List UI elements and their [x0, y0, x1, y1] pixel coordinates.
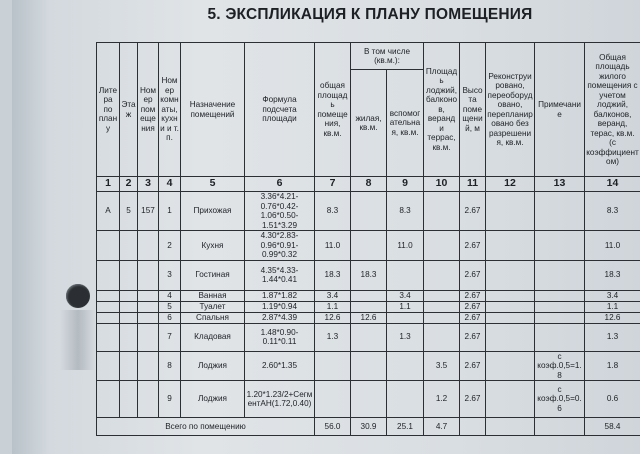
- cell-naznachenie: Лоджия: [181, 351, 245, 381]
- cell-obshchaya: 1.3: [315, 323, 351, 351]
- cell-nomer: [138, 290, 159, 301]
- cell-obshchaya: 18.3: [315, 260, 351, 290]
- cell-vspom: 3.4: [387, 290, 424, 301]
- table-row: [97, 260, 640, 290]
- cell-vysota: 2.67: [460, 231, 486, 261]
- cell-nomer: [138, 351, 159, 381]
- cell-naznachenie: Кладовая: [181, 323, 245, 351]
- header-vysota: Высота помещений, м: [460, 43, 486, 177]
- column-number: 3: [138, 177, 159, 192]
- cell-formula: 1.20*1.23/2+СегментАН(1.72,0.40): [245, 381, 315, 418]
- total-vspom: 25.1: [387, 418, 424, 436]
- cell-litera: [97, 301, 120, 312]
- column-number: 11: [460, 177, 486, 192]
- cell-nomer: [138, 231, 159, 261]
- cell-vspom: 1.1: [387, 301, 424, 312]
- cell-naznachenie: Гостиная: [181, 260, 245, 290]
- total-empty: [535, 418, 585, 436]
- cell-komnata: 9: [159, 381, 181, 418]
- explication-table: [96, 42, 640, 436]
- cell-vysota: 2.67: [460, 381, 486, 418]
- cell-lodzh: 1.2: [424, 381, 460, 418]
- cell-lodzh: [424, 301, 460, 312]
- cell-obshchaya: 12.6: [315, 312, 351, 323]
- header-obshchaya-s-lodzh: Общая площадь жилого помещения с учетом лоджий, балконов, веранд, терас, кв.м. (с коэффициентом): [585, 43, 640, 177]
- binder-shadow: [60, 310, 96, 370]
- column-number: 4: [159, 177, 181, 192]
- cell-etazh: [120, 231, 138, 261]
- cell-vspom: 8.3: [387, 192, 424, 231]
- cell-komnata: 5: [159, 301, 181, 312]
- cell-vysota: 2.67: [460, 290, 486, 301]
- header-vspomogatelnaya: вспомогательная, кв.м.: [387, 70, 424, 177]
- cell-obshchaya: 3.4: [315, 290, 351, 301]
- cell-naznachenie: Прихожая: [181, 192, 245, 231]
- cell-rekonstr: [486, 260, 535, 290]
- cell-primechanie: [535, 323, 585, 351]
- header-obshchaya: общая площадь помещения, кв.м.: [315, 43, 351, 177]
- cell-vysota: 2.67: [460, 192, 486, 231]
- cell-litera: [97, 351, 120, 381]
- cell-zhilaya: [351, 381, 387, 418]
- header-formula: Формула подсчета площади: [245, 43, 315, 177]
- column-number-row: [97, 177, 640, 192]
- cell-etazh: [120, 381, 138, 418]
- cell-itog: 3.4: [585, 290, 640, 301]
- header-lodzhii: Площадь лоджий, балконов, веранд и террас, кв.м.: [424, 43, 460, 177]
- cell-primechanie: [535, 260, 585, 290]
- column-number: 12: [486, 177, 535, 192]
- cell-vspom: [387, 260, 424, 290]
- cell-komnata: 8: [159, 351, 181, 381]
- cell-obshchaya: [315, 351, 351, 381]
- cell-zhilaya: [351, 301, 387, 312]
- cell-formula: 3.36*4.21-0.76*0.42-1.06*0.50-1.51*3.29: [245, 192, 315, 231]
- cell-komnata: 7: [159, 323, 181, 351]
- cell-litera: [97, 323, 120, 351]
- cell-primechanie: [535, 301, 585, 312]
- cell-naznachenie: Лоджия: [181, 381, 245, 418]
- total-zhilaya: 30.9: [351, 418, 387, 436]
- cell-nomer: [138, 381, 159, 418]
- cell-lodzh: [424, 192, 460, 231]
- cell-litera: [97, 260, 120, 290]
- cell-lodzh: [424, 323, 460, 351]
- cell-etazh: [120, 260, 138, 290]
- table-row: [97, 301, 640, 312]
- cell-rekonstr: [486, 231, 535, 261]
- cell-lodzh: [424, 231, 460, 261]
- cell-naznachenie: Туалет: [181, 301, 245, 312]
- cell-obshchaya: [315, 381, 351, 418]
- cell-itog: 8.3: [585, 192, 640, 231]
- table-row: [97, 381, 640, 418]
- cell-vspom: [387, 381, 424, 418]
- cell-komnata: 2: [159, 231, 181, 261]
- total-empty: [486, 418, 535, 436]
- column-number: 6: [245, 177, 315, 192]
- cell-rekonstr: [486, 192, 535, 231]
- cell-komnata: 6: [159, 312, 181, 323]
- header-primechanie: Примечание: [535, 43, 585, 177]
- cell-etazh: [120, 351, 138, 381]
- cell-rekonstr: [486, 381, 535, 418]
- total-itog: 58.4: [585, 418, 640, 436]
- cell-naznachenie: Кухня: [181, 231, 245, 261]
- cell-naznachenie: Ванная: [181, 290, 245, 301]
- total-empty: [460, 418, 486, 436]
- cell-nomer: 157: [138, 192, 159, 231]
- header-v-tom-chisle: В том числе (кв.м.):: [351, 43, 424, 70]
- cell-itog: 1.8: [585, 351, 640, 381]
- header-zhilaya: жилая, кв.м.: [351, 70, 387, 177]
- column-number: 13: [535, 177, 585, 192]
- cell-vspom: 11.0: [387, 231, 424, 261]
- cell-litera: А: [97, 192, 120, 231]
- header-litera: Литера по плану: [97, 43, 120, 177]
- cell-vspom: [387, 351, 424, 381]
- total-label: Всего по помещению: [97, 418, 315, 436]
- cell-komnata: 4: [159, 290, 181, 301]
- cell-formula: 2.87*4.39: [245, 312, 315, 323]
- cell-formula: 1.19*0.94: [245, 301, 315, 312]
- cell-etazh: [120, 301, 138, 312]
- cell-primechanie: с коэф.0,5=0.6: [535, 381, 585, 418]
- total-lodzh: 4.7: [424, 418, 460, 436]
- cell-zhilaya: [351, 192, 387, 231]
- cell-litera: [97, 312, 120, 323]
- cell-rekonstr: [486, 312, 535, 323]
- cell-rekonstr: [486, 301, 535, 312]
- total-row: [97, 418, 640, 436]
- column-number: 7: [315, 177, 351, 192]
- cell-vysota: 2.67: [460, 260, 486, 290]
- binder-hole: [66, 284, 90, 308]
- cell-komnata: 3: [159, 260, 181, 290]
- cell-formula: 2.60*1.35: [245, 351, 315, 381]
- cell-zhilaya: 12.6: [351, 312, 387, 323]
- cell-vspom: 1.3: [387, 323, 424, 351]
- page-title: 5. ЭКСПЛИКАЦИЯ К ПЛАНУ ПОМЕЩЕНИЯ: [207, 6, 533, 23]
- cell-vysota: 2.67: [460, 301, 486, 312]
- cell-primechanie: [535, 192, 585, 231]
- column-number: 8: [351, 177, 387, 192]
- table-row: [97, 231, 640, 261]
- header-naznachenie: Назначение помещений: [181, 43, 245, 177]
- cell-itog: 12.6: [585, 312, 640, 323]
- cell-vysota: 2.67: [460, 351, 486, 381]
- table-row: [97, 312, 640, 323]
- column-number: 2: [120, 177, 138, 192]
- cell-lodzh: [424, 290, 460, 301]
- cell-rekonstr: [486, 323, 535, 351]
- cell-zhilaya: [351, 231, 387, 261]
- cell-obshchaya: 1.1: [315, 301, 351, 312]
- cell-itog: 0.6: [585, 381, 640, 418]
- cell-komnata: 1: [159, 192, 181, 231]
- cell-litera: [97, 290, 120, 301]
- cell-itog: 11.0: [585, 231, 640, 261]
- cell-rekonstr: [486, 351, 535, 381]
- header-nomer-pomeshcheniya: Номер помещения: [138, 43, 159, 177]
- cell-itog: 18.3: [585, 260, 640, 290]
- cell-formula: 4.30*2.83-0.96*0.91-0.99*0.32: [245, 231, 315, 261]
- cell-formula: 1.87*1.82: [245, 290, 315, 301]
- table-row: [97, 323, 640, 351]
- cell-obshchaya: 11.0: [315, 231, 351, 261]
- cell-litera: [97, 231, 120, 261]
- table-row: [97, 351, 640, 381]
- cell-itog: 1.3: [585, 323, 640, 351]
- cell-etazh: [120, 312, 138, 323]
- cell-primechanie: с коэф.0,5=1.8: [535, 351, 585, 381]
- cell-naznachenie: Спальня: [181, 312, 245, 323]
- cell-itog: 1.1: [585, 301, 640, 312]
- cell-zhilaya: [351, 290, 387, 301]
- cell-formula: 4.35*4.33-1.44*0.41: [245, 260, 315, 290]
- total-obshchaya: 56.0: [315, 418, 351, 436]
- cell-litera: [97, 381, 120, 418]
- cell-primechanie: [535, 231, 585, 261]
- cell-rekonstr: [486, 290, 535, 301]
- column-number: 1: [97, 177, 120, 192]
- cell-nomer: [138, 301, 159, 312]
- column-number: 14: [585, 177, 640, 192]
- column-number: 9: [387, 177, 424, 192]
- table-row: [97, 192, 640, 231]
- cell-vysota: 2.67: [460, 323, 486, 351]
- cell-zhilaya: 18.3: [351, 260, 387, 290]
- cell-lodzh: [424, 312, 460, 323]
- cell-zhilaya: [351, 351, 387, 381]
- column-number: 10: [424, 177, 460, 192]
- cell-primechanie: [535, 312, 585, 323]
- header-nomer-komnaty: Номер комнаты, кухни и т. п.: [159, 43, 181, 177]
- cell-vspom: [387, 312, 424, 323]
- cell-lodzh: [424, 260, 460, 290]
- table-body: [97, 192, 640, 418]
- cell-etazh: [120, 323, 138, 351]
- cell-nomer: [138, 312, 159, 323]
- cell-obshchaya: 8.3: [315, 192, 351, 231]
- column-number: 5: [181, 177, 245, 192]
- table-row: [97, 290, 640, 301]
- header-rekonstr: Реконструировано, переоборудовано, перепланировано без разрешения, кв.м.: [486, 43, 535, 177]
- cell-primechanie: [535, 290, 585, 301]
- cell-etazh: 5: [120, 192, 138, 231]
- cell-formula: 1.48*0.90-0.11*0.11: [245, 323, 315, 351]
- header-etazh: Этаж: [120, 43, 138, 177]
- cell-nomer: [138, 323, 159, 351]
- cell-etazh: [120, 290, 138, 301]
- cell-vysota: 2.67: [460, 312, 486, 323]
- cell-nomer: [138, 260, 159, 290]
- cell-zhilaya: [351, 323, 387, 351]
- cell-lodzh: 3.5: [424, 351, 460, 381]
